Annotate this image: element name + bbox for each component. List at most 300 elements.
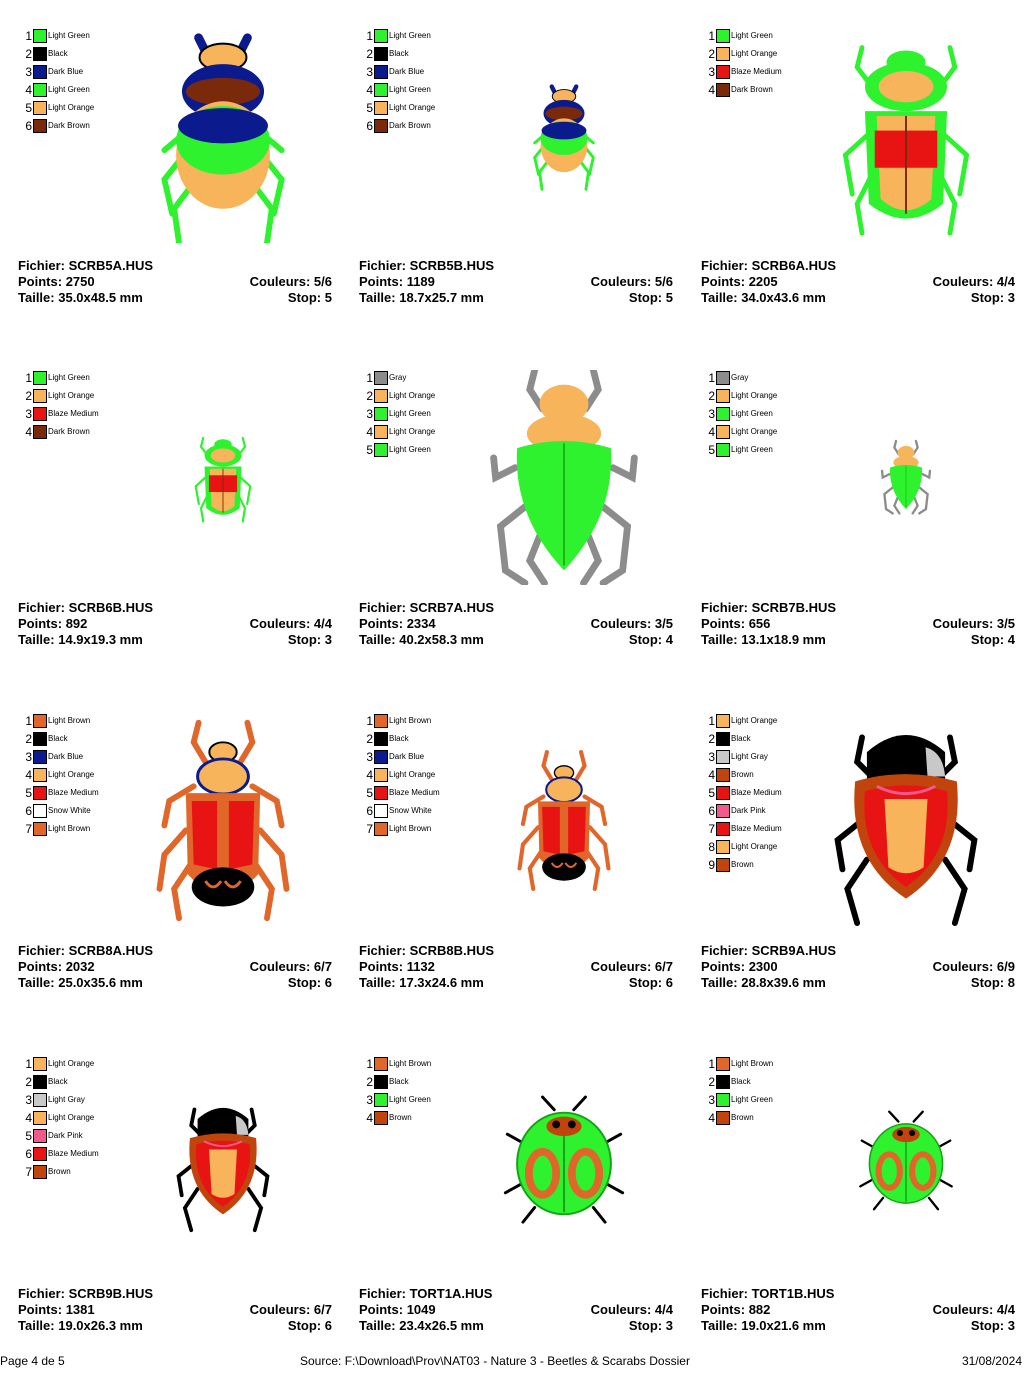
thread-color-swatch (716, 425, 730, 439)
thread-color-swatch (374, 29, 388, 43)
embroidery-preview (113, 370, 333, 585)
thread-color-name: Light Green (731, 1095, 773, 1104)
thread-number: 5 (708, 443, 715, 457)
thread-color-swatch (374, 47, 388, 61)
design-card (359, 1056, 691, 1376)
thread-color-name: Black (48, 49, 68, 58)
thread-color-name: Light Green (389, 31, 431, 40)
file-name: Fichier: SCRB8A.HUS (18, 943, 154, 958)
thread-color-name: Light Orange (48, 1059, 95, 1068)
thread-number: 5 (25, 786, 32, 800)
design-size: Taille: 19.0x26.3 mm (18, 1318, 143, 1333)
stop-count: Stop: 6 (287, 975, 332, 990)
thread-number: 2 (25, 47, 32, 61)
thread-color-name: Light Orange (389, 770, 436, 779)
thread-color-name: Dark Blue (48, 67, 84, 76)
thread-number: 4 (25, 83, 32, 97)
thread-number: 3 (708, 750, 715, 764)
thread-color-swatch (33, 768, 47, 782)
embroidery-preview (113, 1056, 333, 1271)
design-card (359, 713, 691, 1033)
thread-color-swatch (716, 732, 730, 746)
file-name: Fichier: TORT1B.HUS (701, 1286, 835, 1301)
thread-color-name: Black (389, 49, 409, 58)
thread-color-name: Light Brown (731, 1059, 774, 1068)
color-count: Couleurs: 4/4 (932, 274, 1015, 289)
thread-color-swatch (374, 407, 388, 421)
stitch-points: Points: 1049 (359, 1302, 436, 1317)
thread-number: 8 (708, 840, 715, 854)
thread-color-swatch (374, 389, 388, 403)
thread-number: 1 (708, 29, 715, 43)
thread-color-name: Light Orange (731, 842, 778, 851)
stop-count: Stop: 4 (628, 632, 673, 647)
stop-count: Stop: 8 (970, 975, 1015, 990)
thread-number: 4 (708, 1111, 715, 1125)
thread-number: 2 (25, 389, 32, 403)
design-card (18, 28, 350, 348)
thread-color-name: Light Orange (731, 391, 778, 400)
embroidery-preview (454, 370, 674, 585)
color-count: Couleurs: 4/4 (590, 1302, 673, 1317)
thread-color-name: Dark Brown (48, 427, 90, 436)
thread-color-name: Brown (731, 1113, 754, 1122)
thread-color-swatch (33, 1111, 47, 1125)
thread-color-name: Black (731, 1077, 751, 1086)
thread-color-name: Light Orange (731, 427, 778, 436)
thread-color-name: Blaze Medium (48, 1149, 99, 1158)
design-card (359, 370, 691, 690)
stitch-points: Points: 2032 (18, 959, 95, 974)
thread-number: 2 (708, 389, 715, 403)
thread-number: 5 (25, 1129, 32, 1143)
thread-number: 1 (366, 1057, 373, 1071)
thread-number: 3 (366, 750, 373, 764)
thread-color-swatch (374, 83, 388, 97)
thread-number: 2 (366, 389, 373, 403)
thread-color-swatch (716, 29, 730, 43)
thread-number: 9 (708, 858, 715, 872)
thread-color-swatch (33, 714, 47, 728)
file-name: Fichier: SCRB9A.HUS (701, 943, 837, 958)
thread-color-swatch (374, 714, 388, 728)
thread-color-name: Light Orange (731, 716, 778, 725)
color-count: Couleurs: 5/6 (249, 274, 332, 289)
thread-color-name: Light Green (731, 31, 773, 40)
thread-color-swatch (374, 822, 388, 836)
thread-number: 4 (25, 768, 32, 782)
color-count: Couleurs: 4/4 (249, 616, 332, 631)
thread-color-name: Light Orange (731, 49, 778, 58)
color-count: Couleurs: 3/5 (590, 616, 673, 631)
thread-number: 3 (708, 407, 715, 421)
thread-color-swatch (374, 119, 388, 133)
thread-color-name: Light Brown (389, 716, 432, 725)
thread-color-swatch (374, 101, 388, 115)
thread-color-swatch (33, 732, 47, 746)
embroidery-preview (796, 370, 1016, 585)
embroidery-preview (796, 713, 1016, 928)
thread-color-name: Light Gray (731, 752, 768, 761)
thread-color-name: Light Orange (48, 1113, 95, 1122)
file-name: Fichier: SCRB6A.HUS (701, 258, 837, 273)
thread-color-name: Light Brown (389, 824, 432, 833)
thread-color-swatch (716, 1111, 730, 1125)
thread-color-name: Light Green (48, 373, 90, 382)
thread-color-name: Black (48, 1077, 68, 1086)
thread-color-name: Light Orange (48, 103, 95, 112)
thread-number: 2 (366, 47, 373, 61)
thread-color-name: Black (731, 734, 751, 743)
design-info (701, 258, 1015, 308)
stop-count: Stop: 6 (287, 1318, 332, 1333)
thread-number: 4 (366, 425, 373, 439)
thread-color-swatch (33, 1165, 47, 1179)
file-name: Fichier: SCRB9B.HUS (18, 1286, 154, 1301)
file-name: Fichier: SCRB6B.HUS (18, 600, 154, 615)
thread-number: 4 (25, 1111, 32, 1125)
thread-number: 3 (708, 1093, 715, 1107)
thread-color-name: Brown (48, 1167, 71, 1176)
thread-color-swatch (33, 83, 47, 97)
thread-color-swatch (716, 822, 730, 836)
print-date: 31/08/2024 (961, 1354, 1022, 1368)
thread-color-name: Light Green (389, 1095, 431, 1104)
thread-color-swatch (374, 786, 388, 800)
thread-number: 4 (25, 425, 32, 439)
page-number: Page 4 de 5 (0, 1354, 65, 1368)
design-card (359, 28, 691, 348)
thread-number: 4 (708, 425, 715, 439)
thread-number: 5 (708, 786, 715, 800)
thread-color-swatch (374, 750, 388, 764)
color-count: Couleurs: 4/4 (932, 1302, 1015, 1317)
thread-color-swatch (33, 29, 47, 43)
thread-number: 2 (366, 1075, 373, 1089)
thread-color-swatch (33, 1057, 47, 1071)
file-name: Fichier: TORT1A.HUS (359, 1286, 493, 1301)
thread-color-swatch (33, 1147, 47, 1161)
thread-number: 1 (708, 371, 715, 385)
thread-number: 1 (708, 1057, 715, 1071)
stop-count: Stop: 3 (628, 1318, 673, 1333)
embroidery-preview (454, 1056, 674, 1271)
thread-color-swatch (716, 371, 730, 385)
thread-color-swatch (374, 732, 388, 746)
thread-color-swatch (716, 750, 730, 764)
thread-number: 2 (708, 732, 715, 746)
thread-number: 1 (25, 714, 32, 728)
design-info (701, 600, 1015, 650)
thread-color-swatch (33, 119, 47, 133)
design-size: Taille: 13.1x18.9 mm (701, 632, 826, 647)
design-size: Taille: 40.2x58.3 mm (359, 632, 484, 647)
thread-number: 7 (25, 1165, 32, 1179)
color-count: Couleurs: 6/7 (590, 959, 673, 974)
thread-color-name: Light Brown (48, 824, 91, 833)
design-card (18, 713, 350, 1033)
thread-color-name: Blaze Medium (48, 788, 99, 797)
design-card (701, 370, 1024, 690)
thread-number: 5 (25, 101, 32, 115)
thread-color-name: Gray (731, 373, 749, 382)
thread-number: 2 (25, 732, 32, 746)
thread-color-name: Brown (389, 1113, 412, 1122)
thread-number: 7 (366, 822, 373, 836)
color-count: Couleurs: 5/6 (590, 274, 673, 289)
thread-color-name: Dark Blue (389, 752, 425, 761)
file-name: Fichier: SCRB7A.HUS (359, 600, 495, 615)
thread-color-name: Brown (731, 860, 754, 869)
thread-number: 1 (25, 29, 32, 43)
thread-color-swatch (33, 1093, 47, 1107)
thread-color-name: Light Green (389, 85, 431, 94)
thread-color-swatch (716, 1075, 730, 1089)
stitch-points: Points: 2334 (359, 616, 436, 631)
stop-count: Stop: 6 (628, 975, 673, 990)
thread-color-swatch (716, 65, 730, 79)
file-name: Fichier: SCRB7B.HUS (701, 600, 837, 615)
thread-number: 1 (25, 371, 32, 385)
thread-color-name: Snow White (48, 806, 91, 815)
thread-color-swatch (716, 47, 730, 61)
design-card (701, 1056, 1024, 1376)
thread-color-name: Blaze Medium (389, 788, 440, 797)
thread-number: 6 (708, 804, 715, 818)
thread-color-swatch (374, 443, 388, 457)
stitch-points: Points: 2300 (701, 959, 778, 974)
thread-number: 6 (25, 804, 32, 818)
thread-color-swatch (716, 389, 730, 403)
stitch-points: Points: 656 (701, 616, 771, 631)
thread-color-name: Light Green (389, 409, 431, 418)
thread-color-swatch (374, 425, 388, 439)
thread-color-name: Black (389, 1077, 409, 1086)
thread-color-name: Blaze Medium (48, 409, 99, 418)
design-card (18, 1056, 350, 1376)
design-info (18, 600, 332, 650)
design-size: Taille: 14.9x19.3 mm (18, 632, 143, 647)
thread-color-swatch (33, 822, 47, 836)
thread-color-swatch (374, 371, 388, 385)
color-count: Couleurs: 6/7 (249, 959, 332, 974)
design-info (701, 943, 1015, 993)
embroidery-preview (454, 713, 674, 928)
stop-count: Stop: 5 (628, 290, 673, 305)
design-info (359, 258, 673, 308)
thread-number: 3 (25, 1093, 32, 1107)
thread-color-name: Light Brown (48, 716, 91, 725)
thread-color-swatch (33, 407, 47, 421)
thread-color-swatch (33, 65, 47, 79)
thread-color-swatch (33, 1075, 47, 1089)
thread-color-name: Light Orange (389, 427, 436, 436)
thread-number: 3 (366, 1093, 373, 1107)
file-name: Fichier: SCRB8B.HUS (359, 943, 495, 958)
thread-color-name: Light Gray (48, 1095, 85, 1104)
embroidery-preview (796, 1056, 1016, 1271)
thread-color-swatch (33, 371, 47, 385)
thread-color-swatch (374, 1111, 388, 1125)
thread-color-name: Dark Pink (48, 1131, 83, 1140)
thread-color-swatch (33, 786, 47, 800)
thread-number: 4 (366, 83, 373, 97)
thread-color-name: Light Orange (48, 391, 95, 400)
thread-number: 7 (25, 822, 32, 836)
thread-number: 4 (366, 1111, 373, 1125)
thread-number: 6 (25, 119, 32, 133)
stop-count: Stop: 3 (287, 632, 332, 647)
stop-count: Stop: 4 (970, 632, 1015, 647)
thread-number: 3 (366, 407, 373, 421)
design-info (701, 1286, 1015, 1336)
thread-color-name: Blaze Medium (731, 67, 782, 76)
thread-color-swatch (716, 858, 730, 872)
thread-color-name: Light Green (731, 445, 773, 454)
design-card (701, 713, 1024, 1033)
thread-color-name: Light Green (389, 445, 431, 454)
thread-color-swatch (374, 1075, 388, 1089)
thread-color-name: Light Orange (389, 391, 436, 400)
thread-color-swatch (716, 768, 730, 782)
design-info (18, 258, 332, 308)
thread-color-swatch (33, 1129, 47, 1143)
thread-number: 5 (366, 786, 373, 800)
color-count: Couleurs: 6/9 (932, 959, 1015, 974)
thread-number: 3 (25, 65, 32, 79)
color-count: Couleurs: 6/7 (249, 1302, 332, 1317)
design-info (359, 600, 673, 650)
thread-color-swatch (374, 1057, 388, 1071)
thread-number: 1 (708, 714, 715, 728)
thread-number: 2 (708, 1075, 715, 1089)
thread-color-swatch (33, 47, 47, 61)
thread-color-name: Dark Brown (389, 121, 431, 130)
design-size: Taille: 34.0x43.6 mm (701, 290, 826, 305)
stitch-points: Points: 892 (18, 616, 88, 631)
thread-color-name: Dark Brown (48, 121, 90, 130)
thread-color-swatch (716, 1093, 730, 1107)
design-info (359, 943, 673, 993)
thread-number: 5 (366, 443, 373, 457)
design-size: Taille: 17.3x24.6 mm (359, 975, 484, 990)
thread-color-swatch (716, 804, 730, 818)
embroidery-preview (796, 28, 1016, 243)
thread-number: 1 (25, 1057, 32, 1071)
thread-color-swatch (716, 786, 730, 800)
thread-color-name: Black (389, 734, 409, 743)
stop-count: Stop: 5 (287, 290, 332, 305)
thread-number: 4 (366, 768, 373, 782)
embroidery-preview (113, 28, 333, 243)
design-size: Taille: 25.0x35.6 mm (18, 975, 143, 990)
thread-color-swatch (716, 714, 730, 728)
thread-color-swatch (33, 750, 47, 764)
thread-color-swatch (374, 804, 388, 818)
thread-color-name: Brown (731, 770, 754, 779)
embroidery-preview (113, 713, 333, 928)
thread-color-name: Light Orange (389, 103, 436, 112)
design-size: Taille: 23.4x26.5 mm (359, 1318, 484, 1333)
thread-color-swatch (33, 804, 47, 818)
stitch-points: Points: 2205 (701, 274, 778, 289)
thread-color-swatch (33, 389, 47, 403)
thread-number: 4 (708, 768, 715, 782)
thread-color-name: Light Brown (389, 1059, 432, 1068)
thread-number: 3 (366, 65, 373, 79)
stitch-points: Points: 882 (701, 1302, 771, 1317)
thread-color-swatch (33, 425, 47, 439)
thread-color-name: Dark Brown (731, 85, 773, 94)
embroidery-preview (454, 28, 674, 243)
source-path: Source: F:\Download\Prov\NAT03 - Nature 3 - Beetles & Scarabs Dossier (300, 1354, 690, 1368)
thread-color-swatch (33, 101, 47, 115)
design-card (18, 370, 350, 690)
thread-color-name: Snow White (389, 806, 432, 815)
design-info (359, 1286, 673, 1336)
stitch-points: Points: 1381 (18, 1302, 95, 1317)
thread-color-swatch (374, 768, 388, 782)
design-info (18, 1286, 332, 1336)
thread-color-name: Dark Pink (731, 806, 766, 815)
file-name: Fichier: SCRB5A.HUS (18, 258, 154, 273)
thread-number: 1 (366, 371, 373, 385)
file-name: Fichier: SCRB5B.HUS (359, 258, 495, 273)
thread-number: 2 (25, 1075, 32, 1089)
stop-count: Stop: 3 (970, 1318, 1015, 1333)
thread-color-name: Blaze Medium (731, 788, 782, 797)
thread-number: 1 (366, 29, 373, 43)
thread-color-name: Blaze Medium (731, 824, 782, 833)
thread-color-swatch (716, 83, 730, 97)
design-size: Taille: 19.0x21.6 mm (701, 1318, 826, 1333)
thread-number: 2 (366, 732, 373, 746)
thread-number: 4 (708, 83, 715, 97)
design-card (701, 28, 1024, 348)
stop-count: Stop: 3 (970, 290, 1015, 305)
thread-color-name: Light Orange (48, 770, 95, 779)
thread-color-name: Dark Blue (48, 752, 84, 761)
thread-number: 1 (366, 714, 373, 728)
thread-number: 3 (25, 750, 32, 764)
thread-color-swatch (374, 65, 388, 79)
thread-color-name: Light Green (731, 409, 773, 418)
stitch-points: Points: 2750 (18, 274, 95, 289)
thread-number: 6 (25, 1147, 32, 1161)
color-count: Couleurs: 3/5 (932, 616, 1015, 631)
design-size: Taille: 28.8x39.6 mm (701, 975, 826, 990)
design-size: Taille: 35.0x48.5 mm (18, 290, 143, 305)
thread-number: 2 (708, 47, 715, 61)
thread-color-name: Black (48, 734, 68, 743)
thread-color-name: Gray (389, 373, 407, 382)
thread-number: 6 (366, 804, 373, 818)
thread-color-swatch (716, 1057, 730, 1071)
design-info (18, 943, 332, 993)
thread-color-swatch (716, 407, 730, 421)
design-size: Taille: 18.7x25.7 mm (359, 290, 484, 305)
stitch-points: Points: 1189 (359, 274, 435, 289)
thread-color-name: Light Green (48, 31, 90, 40)
thread-number: 3 (708, 65, 715, 79)
thread-number: 3 (25, 407, 32, 421)
thread-number: 7 (708, 822, 715, 836)
thread-number: 6 (366, 119, 373, 133)
thread-color-name: Dark Blue (389, 67, 425, 76)
thread-color-swatch (374, 1093, 388, 1107)
thread-number: 5 (366, 101, 373, 115)
thread-color-swatch (716, 443, 730, 457)
